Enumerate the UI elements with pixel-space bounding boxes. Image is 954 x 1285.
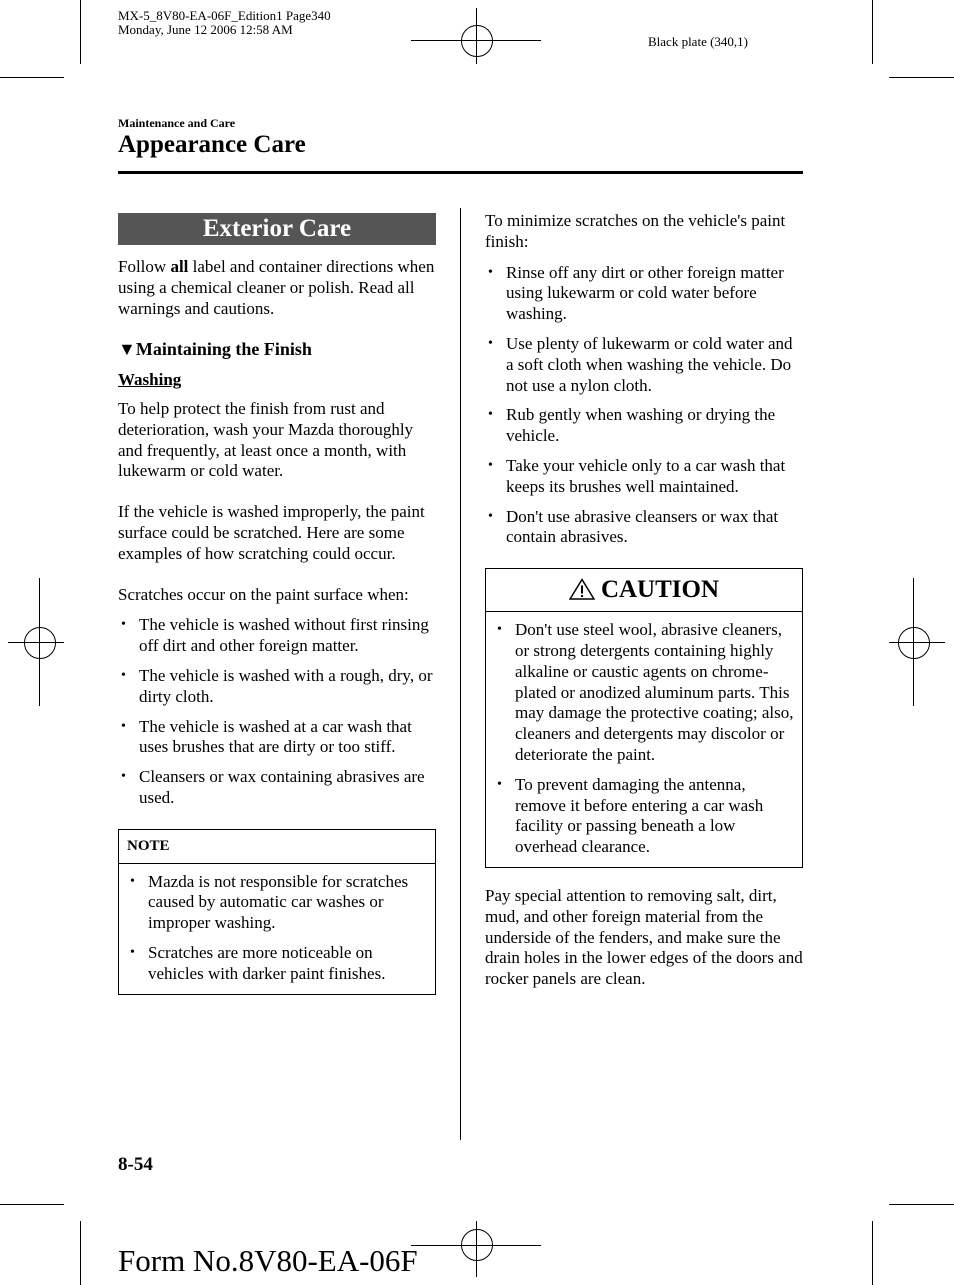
section-label: Maintenance and Care	[118, 116, 236, 130]
list-item: • Take your vehicle only to a car wash that keeps its brushes well maintained.	[488, 455, 786, 496]
scratch-causes-list	[118, 615, 436, 808]
bullet-icon: •	[497, 622, 502, 638]
list-item: • Mazda is not responsible for scratches caused by automatic car washes or improper washing.	[130, 871, 409, 933]
caution-list	[494, 620, 794, 858]
triangle-down-icon: ▼	[118, 339, 136, 360]
column-divider	[460, 208, 461, 1140]
paragraph-washed-improperly: If the vehicle is washed improperly, the paint surface could be scratched. Here are some examples of how scratching could occur.	[118, 502, 425, 563]
bullet-icon: •	[121, 667, 126, 683]
print-date-line: Monday, June 12 2006 12:58 AM	[118, 22, 293, 37]
bullet-icon: •	[488, 335, 493, 351]
bullet-icon: •	[121, 718, 126, 734]
note-box	[118, 829, 436, 995]
paragraph-protect-finish: To help protect the finish from rust and deterioration, wash your Mazda thoroughly and frequently, at least once a month, with lukewarm or cold water.	[118, 398, 414, 481]
list-item: • The vehicle is washed without first rinsing off dirt and other foreign matter.	[121, 615, 429, 656]
list-item: • Scratches are more noticeable on vehicles with darker paint finishes.	[130, 942, 386, 983]
list-item: • To prevent damaging the antenna, remove it before entering a car wash facility or passing beneath a low overhead clearance.	[497, 774, 764, 857]
paragraph-minimize-scratches: To minimize scratches on the vehicle's paint finish:	[485, 211, 786, 251]
bullet-icon: •	[130, 944, 135, 960]
form-number: Form No.8V80-EA-06F	[118, 1243, 418, 1278]
plate-label: Black plate (340,1)	[648, 34, 748, 49]
note-list	[127, 872, 427, 985]
bullet-icon: •	[488, 264, 493, 280]
caution-header	[486, 569, 802, 612]
list-item: • Rub gently when washing or drying the vehicle.	[488, 405, 776, 446]
paragraph-special-attention: Pay special attention to removing salt, dirt, mud, and other foreign material from the underside of the fenders, and make sure the drain holes in the lower edges of the doors and rocker panels are clean.	[485, 885, 803, 989]
title-rule	[118, 171, 803, 174]
bullet-icon: •	[121, 617, 126, 633]
caution-box	[485, 568, 803, 868]
page-title: Appearance Care	[118, 131, 306, 158]
note-title: NOTE	[119, 830, 435, 864]
exterior-care-banner: Exterior Care	[118, 213, 436, 245]
page-number: 8-54	[118, 1154, 153, 1175]
list-item: • Don't use steel wool, abrasive cleaners, or strong detergents containing highly alkaline or caustic agents on chrome-plated or anodized aluminum parts. This may damage the protective coating; also, cleaners and detergents may discolor or deteriorate the paint.	[497, 620, 794, 764]
left-column	[118, 213, 436, 995]
list-item: • The vehicle is washed with a rough, dry, or dirty cloth.	[121, 665, 433, 706]
caution-title: CAUTION	[600, 576, 720, 604]
bullet-icon: •	[488, 407, 493, 423]
list-item: • Don't use abrasive cleansers or wax that contain abrasives.	[488, 506, 779, 547]
paragraph-scratches-occur: Scratches occur on the paint surface when:	[118, 584, 409, 604]
list-item: • The vehicle is washed at a car wash that uses brushes that are dirty or too stiff.	[121, 716, 412, 757]
list-item: • Use plenty of lukewarm or cold water and a soft cloth when washing the vehicle. Do not use a nylon cloth.	[488, 333, 793, 395]
bullet-icon: •	[130, 873, 135, 889]
right-column	[485, 211, 803, 1010]
list-item: • Cleansers or wax containing abrasives are used.	[121, 767, 425, 807]
washing-heading: Washing	[118, 370, 182, 390]
bullet-icon: •	[497, 776, 502, 792]
bullet-icon: •	[121, 769, 126, 785]
minimize-scratches-list	[485, 263, 803, 549]
list-item: • Rinse off any dirt or other foreign matter using lukewarm or cold water before washing.	[488, 262, 784, 324]
bullet-icon: •	[488, 457, 493, 473]
intro-paragraph: Follow all label and container directions when using a chemical cleaner or polish. Read all warnings and cautions.	[118, 257, 435, 318]
bullet-icon: •	[488, 508, 493, 524]
warning-triangle-icon	[569, 578, 595, 600]
print-file-line: MX-5_8V80-EA-06F_Edition1 Page340	[118, 8, 331, 23]
subheading-maintaining-finish: ▼Maintaining the Finish	[118, 339, 312, 360]
